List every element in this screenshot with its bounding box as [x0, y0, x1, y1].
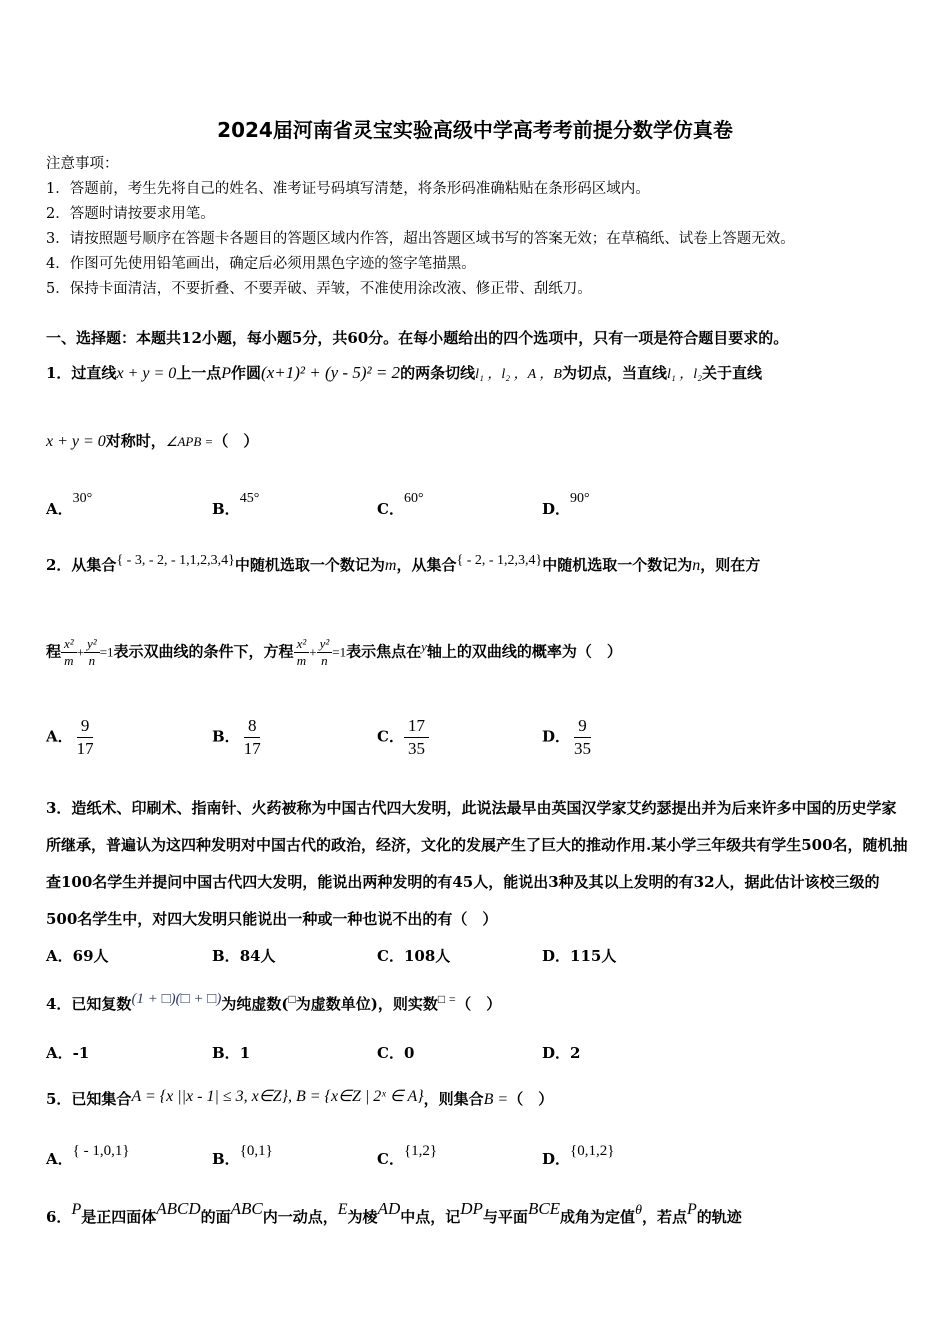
option-value: 84人 — [239, 947, 276, 965]
q3-option-a[interactable] — [46, 945, 109, 966]
q1-math: P — [221, 365, 232, 382]
q5-text: （ ） — [508, 1090, 554, 1108]
q4-text: 为纯虚数( — [221, 995, 289, 1013]
q1-option-d[interactable] — [542, 491, 590, 519]
option-value: { - 1,0,1} — [72, 1143, 130, 1159]
option-value: {0,1,2} — [570, 1143, 615, 1159]
option-value: 2 — [570, 1044, 581, 1062]
q4-text: 为虚数单位)，则实数 — [295, 995, 438, 1013]
q2-set-1: { - 3, - 2, - 1,1,2,3,4} — [116, 553, 235, 568]
q6-text: 是正四面体 — [81, 1208, 157, 1226]
option-value: 30° — [72, 491, 93, 506]
q4-option-c[interactable] — [377, 1042, 414, 1063]
q1-math: l₁ ，l₂ — [666, 367, 702, 382]
q2-fraction-x — [61, 636, 77, 669]
option-label: B． — [212, 500, 240, 518]
q3-option-b[interactable] — [212, 945, 276, 966]
q5-set-definition: A = {x ||x - 1| ≤ 3, x∈Z}, B = {x∈Z | 2ˣ ∈ A} — [131, 1088, 424, 1105]
q1-math: x + y = 0 — [116, 365, 177, 382]
q5-option-c[interactable] — [377, 1143, 438, 1169]
page-title: 2024届河南省灵宝实验高级中学高考考前提分数学仿真卷 — [217, 118, 733, 142]
section-heading: 一、选择题：本题共12小题，每小题5分，共60分。在每小题给出的四个选项中，只有一项是符合题目要求的。 — [46, 329, 789, 347]
notice-heading: 注意事项： — [46, 156, 119, 172]
q1-angle: ∠APB = — [165, 434, 214, 449]
frac-num: 9 — [574, 716, 591, 738]
q2-text: 表示焦点在 — [346, 642, 422, 661]
q6-text: 内一动点， — [262, 1208, 338, 1226]
option-label: D． — [542, 1150, 571, 1168]
q5-text: ，则集合 — [423, 1090, 484, 1108]
option-value: 90° — [570, 491, 590, 506]
q4-text: （ ） — [456, 995, 502, 1013]
q5-math: B = — [483, 1091, 509, 1108]
notice-item-3: 3．请按照题号顺序在答题卡各题目的答题区域内作答，超出答题区域书写的答案无效；在草稿纸、试卷上答题无效。 — [46, 231, 795, 247]
option-label: C． — [377, 947, 404, 965]
q3-option-c[interactable] — [377, 945, 450, 966]
q4-option-a[interactable] — [46, 1042, 89, 1063]
option-label: B． — [212, 947, 240, 965]
option-label: D． — [542, 727, 571, 746]
frac-num: 17 — [404, 716, 429, 738]
notice-item-1: 1．答题前，考生先将自己的姓名、准考证号码填写清楚，将条形码准确粘贴在条形码区域内。 — [46, 181, 650, 197]
q2-fraction-y — [84, 636, 100, 669]
option-value: 1 — [239, 1044, 251, 1062]
q2-text: 程 — [46, 642, 62, 661]
option-label: C． — [377, 727, 404, 746]
question-2-line-2 — [46, 636, 622, 669]
q6-text: 的轨迹 — [696, 1208, 742, 1226]
q1-option-a[interactable] — [46, 491, 93, 519]
option-fraction — [73, 716, 98, 759]
q6-math: BCE — [527, 1199, 561, 1218]
q2-fraction-x — [294, 636, 310, 669]
q6-text: 为棱 — [347, 1208, 378, 1226]
frac-num: 9 — [77, 716, 94, 738]
option-label: A． — [46, 1150, 73, 1168]
q3-option-d[interactable] — [542, 945, 616, 966]
q6-text: 中点，记 — [400, 1208, 461, 1226]
q1-text: 上一点 — [176, 364, 222, 382]
q1-text: 作圆 — [231, 364, 262, 382]
frac-num: y² — [317, 636, 333, 653]
option-label: C． — [377, 1150, 404, 1168]
option-value: 60° — [403, 491, 424, 506]
q4-complex-expression: (1 + □)(□ + □) — [131, 991, 222, 1007]
option-label: A． — [46, 727, 73, 746]
notice-item-4: 4．作图可先使用铅笔画出，确定后必须用黑色字迹的签字笔描黑。 — [46, 256, 476, 272]
option-label: C． — [377, 1044, 404, 1062]
option-value: 0 — [403, 1044, 415, 1062]
question-5-text — [46, 1088, 553, 1109]
equals-one: =1 — [99, 644, 114, 660]
frac-den: m — [64, 653, 74, 668]
q5-text: 5．已知集合 — [46, 1090, 132, 1108]
q4-option-d[interactable] — [542, 1042, 580, 1063]
q6-text: 成角为定值 — [560, 1208, 636, 1226]
q1-math: l₁ ，l₂ ，A ，B — [475, 367, 562, 382]
option-label: B． — [212, 1044, 240, 1062]
q5-option-a[interactable] — [46, 1143, 130, 1169]
q6-math: ABCD — [156, 1199, 201, 1218]
q6-math: AD — [377, 1199, 401, 1218]
q2-text: ，从集合 — [396, 556, 457, 574]
option-fraction — [240, 716, 265, 759]
question-4-text — [46, 993, 501, 1014]
q6-math: E — [337, 1201, 348, 1218]
q2-math: m — [384, 557, 397, 574]
option-fraction — [570, 716, 595, 759]
plus: + — [76, 644, 85, 660]
option-value: 115人 — [570, 947, 617, 965]
q2-math: y — [421, 638, 427, 654]
q4-math: □ = — [437, 992, 457, 1006]
q4-option-b[interactable] — [212, 1042, 250, 1063]
q5-option-b[interactable] — [212, 1143, 273, 1169]
frac-num: y² — [84, 636, 100, 653]
option-label: D． — [542, 1044, 571, 1062]
frac-den: m — [296, 653, 307, 668]
q2-text: 中随机选取一个数记为 — [542, 556, 693, 574]
q5-option-d[interactable] — [542, 1143, 615, 1169]
q2-text: 中随机选取一个数记为 — [234, 556, 385, 574]
frac-den: 17 — [76, 739, 94, 758]
q1-circle-equation: (x+1)² + (y - 5)² = 2 — [261, 363, 401, 382]
q1-text: 对称时， — [105, 432, 166, 450]
option-label: C． — [377, 500, 404, 518]
option-value: {0,1} — [239, 1143, 273, 1159]
question-2-line-1 — [46, 554, 760, 575]
option-label: B． — [212, 727, 240, 746]
q2-option-c[interactable] — [377, 716, 429, 759]
q6-text: 与平面 — [482, 1208, 528, 1226]
option-label: A． — [46, 500, 73, 518]
q2-set-2: { - 2, - 1,2,3,4} — [456, 553, 543, 568]
question-1-line-1 — [46, 362, 762, 383]
question-6-text — [46, 1199, 742, 1227]
plus: + — [309, 644, 317, 660]
q1-math: x + y = 0 — [46, 433, 106, 450]
option-value: 45° — [239, 491, 260, 506]
option-label: A． — [46, 947, 73, 965]
equals-one: =1 — [332, 644, 347, 660]
q6-text: 6． — [46, 1208, 72, 1226]
frac-den: n — [88, 653, 96, 668]
option-value: {1,2} — [403, 1143, 438, 1159]
question-1-line-2 — [46, 430, 258, 451]
notice-item-5: 5．保持卡面清洁，不要折叠、不要弄破、弄皱，不准使用涂改液、修正带、刮纸刀。 — [46, 281, 592, 297]
q2-text: ，则在方 — [700, 556, 761, 574]
q2-math: n — [692, 557, 701, 574]
option-value: -1 — [72, 1044, 90, 1062]
q2-option-b[interactable] — [212, 716, 265, 759]
q2-option-d[interactable] — [542, 716, 595, 759]
q6-math: ABC — [230, 1199, 263, 1218]
q1-text: 关于直线 — [701, 364, 762, 382]
q1-text: 为切点，当直线 — [561, 364, 667, 382]
q1-text: 1．过直线 — [46, 364, 117, 382]
q2-text: 2．从集合 — [46, 556, 117, 574]
frac-den: n — [321, 653, 328, 668]
frac-den: 35 — [574, 739, 592, 758]
q6-math: DP — [460, 1199, 483, 1218]
q6-math: P — [686, 1201, 697, 1218]
q2-text: 轴上的双曲线的概率为（ ） — [426, 642, 622, 661]
frac-num: 8 — [244, 716, 261, 738]
option-label: B． — [212, 1150, 240, 1168]
q1-option-b[interactable] — [212, 491, 260, 519]
frac-num: x² — [61, 636, 77, 653]
option-label: A． — [46, 1044, 73, 1062]
frac-den: 17 — [243, 739, 261, 758]
q1-text: （ ） — [213, 432, 259, 450]
option-label: D． — [542, 947, 571, 965]
q2-fraction-y — [317, 636, 333, 669]
option-fraction — [404, 716, 429, 759]
frac-den: 35 — [407, 739, 425, 758]
q1-option-c[interactable] — [377, 491, 424, 519]
q6-math: P — [71, 1201, 82, 1218]
option-value: 69人 — [72, 947, 109, 965]
q4-text: 4．已知复数 — [46, 995, 132, 1013]
question-3-text: 3．造纸术、印刷术、指南针、火药被称为中国古代四大发明，此说法最早由英国汉学家艾约瑟提出并为后来许多中国的历史学家所继承，普遍认为这四种发明对中国古代的政治，经济，文化的发展产生了巨大的推动作用.某小学三年级共有学生500名，随机抽查100名学生并提问中国古代四大发明，能说出两种发明的有45人，能说出3种及其以上发明的有32人，据此估计该校三级的500名学生中，对四大发明只能说出一种或一种也说不出的有（ ） — [46, 799, 908, 928]
option-label: D． — [542, 500, 571, 518]
notice-item-2: 2．答题时请按要求用笔。 — [46, 206, 215, 222]
frac-num: x² — [294, 636, 310, 653]
option-value: 108人 — [403, 947, 451, 965]
q6-text: 的面 — [200, 1208, 231, 1226]
q2-option-a[interactable] — [46, 716, 98, 759]
q6-text: ，若点 — [641, 1208, 687, 1226]
q4-math: □ — [288, 992, 296, 1006]
q6-math: θ — [635, 1203, 642, 1218]
q2-text: 表示双曲线的条件下，方程 — [113, 642, 294, 661]
q1-text: 的两条切线 — [400, 364, 476, 382]
